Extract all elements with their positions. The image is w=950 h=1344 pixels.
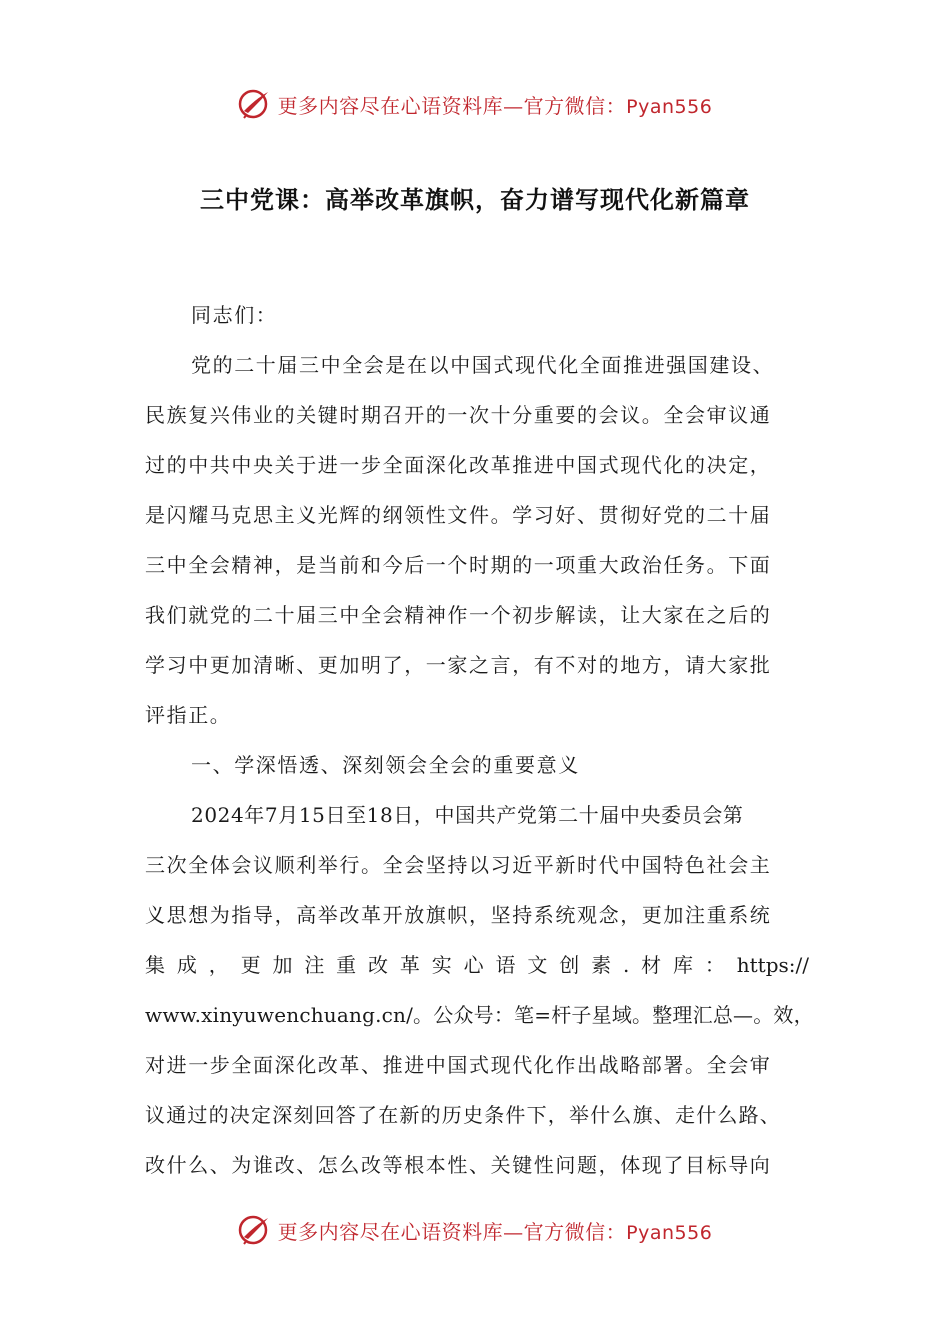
paragraph-line: 学习中更加清晰、更加明了，一家之言，有不对的地方，请大家批 [145,653,772,677]
paragraph-line: 三次全体会议顺利举行。全会坚持以习近平新时代中国特色社会主 [145,853,772,877]
page-title: 三中党课：高举改革旗帜，奋力谱写现代化新篇章 [200,186,750,214]
quill-logo-icon [238,1213,272,1247]
paragraph-line: 党的二十届三中全会是在以中国式现代化全面推进强国建设、 [191,353,775,377]
paragraph-line: 集成，更加注重改革实心语文创素.材库：https:// [145,953,809,977]
paragraph-line: 三中全会精神，是当前和今后一个时期的一项重大政治任务。下面 [145,553,772,577]
paragraph-line: 对进一步全面深化改革、推进中国式现代化作出战略部署。全会审 [145,1053,772,1077]
paragraph-line: 我们就党的二十届三中全会精神作一个初步解读，让大家在之后的 [145,603,772,627]
document-body [145,290,814,1190]
wechat-id: Pyan556 [626,1221,713,1244]
paragraph-line: 议通过的决定深刻回答了在新的历史条件下，举什么旗、走什么路、 [145,1103,781,1127]
footer-banner [0,1210,950,1250]
wechat-id: Pyan556 [626,95,713,118]
paragraph-line: 评指正。 [145,703,232,727]
paragraph-line: 改什么、为谁改、怎么改等根本性、关键性问题，体现了目标导向 [145,1153,772,1177]
paragraph-line: 2024年7月15日至18日，中国共产党第二十届中央委员会第 [191,803,744,827]
section-heading: 一、学深悟透、深刻领会全会的重要意义 [191,753,580,777]
paragraph-line: 同志们： [191,303,278,327]
quill-logo-icon [238,87,272,121]
paragraph-line: 民族复兴伟业的关键时期召开的一次十分重要的会议。全会审议通 [145,403,772,427]
paragraph-line: 是闪耀马克思主义光辉的纲领性文件。学习好、贯彻好党的二十届 [145,503,772,527]
paragraph-line: www.xinyuwenchuang.cn/。公众号：笔=杆子星域。整理汇总—。效， [145,1003,814,1027]
paragraph-line: 过的中共中央关于进一步全面深化改革推进中国式现代化的决定， [145,453,772,477]
header-banner [0,84,950,124]
footer-banner-text: 更多内容尽在心语资料库—官方微信：Pyan556 [277,1219,713,1244]
header-banner-text: 更多内容尽在心语资料库—官方微信：Pyan556 [277,93,713,118]
paragraph-line: 义思想为指导，高举改革开放旗帜，坚持系统观念，更加注重系统 [145,903,772,927]
